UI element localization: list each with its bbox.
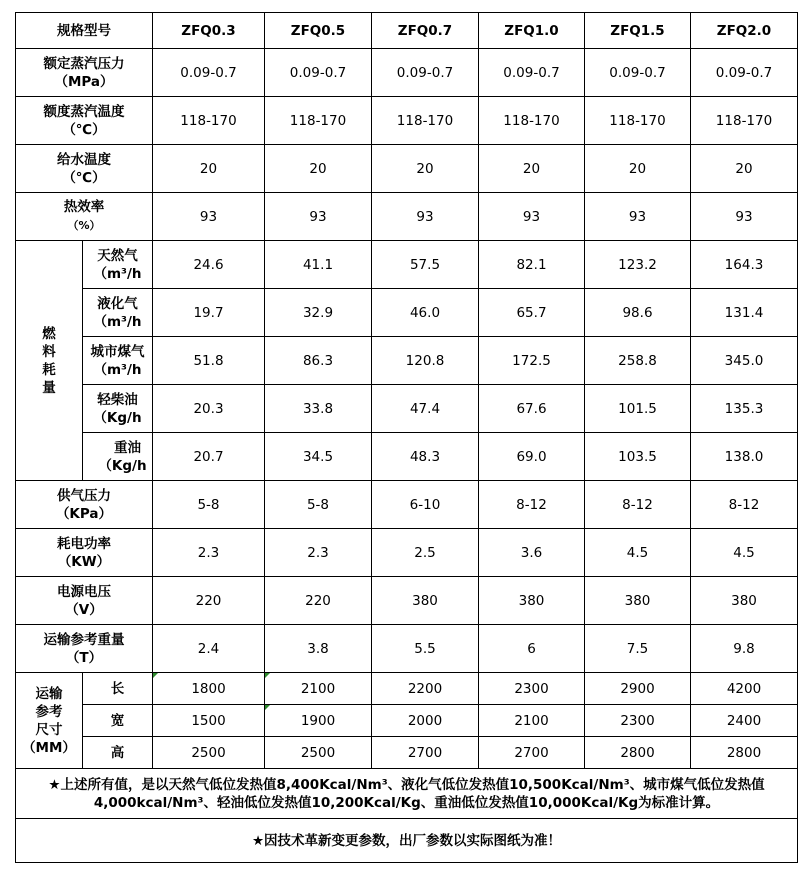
table-cell	[153, 673, 265, 705]
table-cell: 2.3	[265, 529, 372, 577]
row-temperature	[16, 97, 798, 145]
group-char: 料	[42, 343, 56, 360]
table-cell: 20	[691, 145, 798, 193]
fuel-label	[83, 337, 153, 385]
spec-table	[15, 12, 798, 863]
table-cell: 120.8	[372, 337, 479, 385]
table-cell: 8-12	[691, 481, 798, 529]
row-label	[16, 97, 153, 145]
table-cell: 8-12	[479, 481, 585, 529]
group-line: 运输	[35, 685, 63, 702]
table-cell: 345.0	[691, 337, 798, 385]
table-cell: 103.5	[585, 433, 691, 481]
table-cell: 380	[585, 577, 691, 625]
cell-value: 2100	[300, 680, 336, 697]
table-cell: 123.2	[585, 241, 691, 289]
table-cell: 2.3	[153, 529, 265, 577]
table-cell: 32.9	[265, 289, 372, 337]
header-row	[16, 13, 798, 49]
table-cell: 131.4	[691, 289, 798, 337]
fuel-group-label	[16, 241, 83, 481]
table-cell: 20	[479, 145, 585, 193]
row-label-line: 给水温度	[57, 151, 111, 168]
row-label-line: 额定蒸汽压力	[43, 55, 125, 72]
table-cell: 20	[265, 145, 372, 193]
table-cell: 24.6	[153, 241, 265, 289]
table-cell: 8-12	[585, 481, 691, 529]
table-cell: 2500	[153, 737, 265, 769]
row-voltage	[16, 577, 798, 625]
table-cell: 20	[153, 145, 265, 193]
table-cell: 20	[585, 145, 691, 193]
table-cell: 164.3	[691, 241, 798, 289]
table-cell: 6	[479, 625, 585, 673]
table-cell: 2800	[585, 737, 691, 769]
table-cell: 118-170	[265, 97, 372, 145]
table-cell: 93	[153, 193, 265, 241]
row-label-unit: （%）	[67, 219, 101, 232]
note-row	[16, 819, 798, 863]
table-cell: 2900	[585, 673, 691, 705]
table-cell: 7.5	[585, 625, 691, 673]
fuel-name: 轻柴油	[97, 391, 138, 408]
table-cell: 2.5	[372, 529, 479, 577]
table-cell: 65.7	[479, 289, 585, 337]
table-cell: 5.5	[372, 625, 479, 673]
table-cell: 1500	[153, 705, 265, 737]
table-cell: 2700	[479, 737, 585, 769]
row-label-unit: （V）	[65, 601, 103, 618]
row-weight	[16, 625, 798, 673]
row-feedwater	[16, 145, 798, 193]
table-cell: 20	[372, 145, 479, 193]
table-cell: 380	[691, 577, 798, 625]
table-cell: 2.4	[153, 625, 265, 673]
row-label-unit: （T）	[65, 649, 103, 666]
comment-marker-icon	[265, 673, 270, 678]
table-cell	[265, 705, 372, 737]
group-line: （MM）	[22, 739, 76, 756]
fuel-label	[83, 241, 153, 289]
row-label	[16, 145, 153, 193]
table-cell: 0.09-0.7	[691, 49, 798, 97]
model-header: ZFQ0.3	[153, 13, 265, 49]
model-header: ZFQ0.7	[372, 13, 479, 49]
fuel-unit: （Kg/h	[98, 457, 147, 474]
note-text: ★上述所有值，是以天然气低位发热值8,400Kcal/Nm³、液化气低位发热值10,500Kcal/Nm³、城市煤气低位发热值4,000kcal/Nm³、轻油低位发热值10,200Kcal/Kg、重油低位发热值10,000Kcal/Kg为标准计算。	[16, 769, 798, 819]
table-cell: 220	[153, 577, 265, 625]
model-header: ZFQ1.5	[585, 13, 691, 49]
size-row	[16, 705, 798, 737]
model-header: ZFQ0.5	[265, 13, 372, 49]
fuel-name: 液化气	[97, 295, 138, 312]
row-label-unit: （KPa）	[55, 505, 113, 522]
table-cell: 138.0	[691, 433, 798, 481]
table-cell: 57.5	[372, 241, 479, 289]
table-cell: 2400	[691, 705, 798, 737]
table-cell: 86.3	[265, 337, 372, 385]
table-cell: 82.1	[479, 241, 585, 289]
row-pressure	[16, 49, 798, 97]
table-cell: 98.6	[585, 289, 691, 337]
table-cell: 19.7	[153, 289, 265, 337]
fuel-name: 天然气	[97, 247, 138, 264]
fuel-name: 重油	[114, 439, 141, 456]
table-cell: 172.5	[479, 337, 585, 385]
table-cell: 2500	[265, 737, 372, 769]
table-cell: 3.6	[479, 529, 585, 577]
group-char: 耗	[42, 361, 56, 378]
cell-value: 1800	[191, 680, 226, 697]
table-cell: 51.8	[153, 337, 265, 385]
table-cell: 2200	[372, 673, 479, 705]
fuel-label	[83, 385, 153, 433]
row-label	[16, 577, 153, 625]
header-label: 规格型号	[16, 13, 153, 49]
table-cell: 20.7	[153, 433, 265, 481]
table-cell: 93	[265, 193, 372, 241]
table-cell: 4.5	[691, 529, 798, 577]
note-text: ★因技术革新变更参数，出厂参数以实际图纸为准！	[16, 819, 798, 863]
row-label-unit: （MPa）	[54, 73, 114, 90]
model-header: ZFQ2.0	[691, 13, 798, 49]
table-cell: 9.8	[691, 625, 798, 673]
table-cell: 5-8	[153, 481, 265, 529]
group-char: 燃	[42, 325, 56, 342]
table-cell: 4200	[691, 673, 798, 705]
table-cell: 93	[691, 193, 798, 241]
row-label	[16, 481, 153, 529]
note-row	[16, 769, 798, 819]
table-cell: 118-170	[691, 97, 798, 145]
table-cell: 67.6	[479, 385, 585, 433]
fuel-unit: （m³/h	[93, 361, 142, 378]
size-row	[16, 673, 798, 705]
fuel-unit: （Kg/h	[93, 409, 142, 426]
row-label-line: 额度蒸汽温度	[43, 103, 125, 120]
table-cell: 118-170	[153, 97, 265, 145]
table-cell: 93	[372, 193, 479, 241]
table-cell: 135.3	[691, 385, 798, 433]
table-cell: 48.3	[372, 433, 479, 481]
table-cell: 0.09-0.7	[153, 49, 265, 97]
table-cell: 118-170	[479, 97, 585, 145]
fuel-row	[16, 241, 798, 289]
row-label-line: 热效率	[63, 199, 105, 215]
row-label	[16, 529, 153, 577]
table-cell: 69.0	[479, 433, 585, 481]
table-cell: 258.8	[585, 337, 691, 385]
row-label-line: 运输参考重量	[43, 631, 125, 648]
table-cell: 2100	[479, 705, 585, 737]
table-cell: 20.3	[153, 385, 265, 433]
table-cell: 6-10	[372, 481, 479, 529]
row-gas-pressure	[16, 481, 798, 529]
table-cell: 0.09-0.7	[585, 49, 691, 97]
fuel-row	[16, 337, 798, 385]
cell-value: 1900	[300, 712, 336, 729]
table-cell: 93	[585, 193, 691, 241]
comment-marker-icon	[153, 673, 158, 678]
row-label-unit: （℃）	[62, 169, 106, 186]
size-group-label	[16, 673, 83, 769]
row-power	[16, 529, 798, 577]
fuel-label	[83, 433, 153, 481]
table-cell: 118-170	[372, 97, 479, 145]
table-cell: 47.4	[372, 385, 479, 433]
row-label-unit: （℃）	[62, 121, 106, 138]
group-line: 参考	[35, 703, 63, 720]
fuel-row	[16, 289, 798, 337]
table-cell: 5-8	[265, 481, 372, 529]
row-label	[16, 49, 153, 97]
table-cell: 101.5	[585, 385, 691, 433]
table-cell: 34.5	[265, 433, 372, 481]
fuel-unit: （m³/h	[93, 313, 142, 330]
table-cell: 2300	[585, 705, 691, 737]
row-label-line: 电源电压	[57, 583, 111, 600]
group-char: 量	[42, 379, 56, 396]
table-cell: 380	[372, 577, 479, 625]
fuel-label	[83, 289, 153, 337]
row-label-line: 耗电功率	[57, 535, 111, 552]
row-label-line: 供气压力	[57, 487, 111, 504]
fuel-row	[16, 385, 798, 433]
row-efficiency	[16, 193, 798, 241]
table-cell: 2300	[479, 673, 585, 705]
table-cell: 41.1	[265, 241, 372, 289]
table-cell: 3.8	[265, 625, 372, 673]
fuel-name: 城市煤气	[90, 343, 145, 360]
size-label: 宽	[83, 705, 153, 737]
table-cell: 220	[265, 577, 372, 625]
table-cell: 46.0	[372, 289, 479, 337]
comment-marker-icon	[265, 705, 270, 710]
row-label-unit: （KW）	[57, 553, 111, 570]
table-cell: 0.09-0.7	[372, 49, 479, 97]
table-cell: 380	[479, 577, 585, 625]
size-label: 长	[83, 673, 153, 705]
table-cell: 2800	[691, 737, 798, 769]
table-cell: 2700	[372, 737, 479, 769]
table-cell: 4.5	[585, 529, 691, 577]
row-label	[16, 625, 153, 673]
model-header: ZFQ1.0	[479, 13, 585, 49]
table-cell: 2000	[372, 705, 479, 737]
table-cell: 93	[479, 193, 585, 241]
row-label	[16, 193, 153, 241]
size-label: 高	[83, 737, 153, 769]
fuel-row	[16, 433, 798, 481]
group-line: 尺寸	[35, 721, 63, 738]
size-row	[16, 737, 798, 769]
table-cell: 118-170	[585, 97, 691, 145]
table-cell: 33.8	[265, 385, 372, 433]
table-cell	[265, 673, 372, 705]
fuel-unit: （m³/h	[93, 265, 142, 282]
table-cell: 0.09-0.7	[479, 49, 585, 97]
table-cell: 0.09-0.7	[265, 49, 372, 97]
